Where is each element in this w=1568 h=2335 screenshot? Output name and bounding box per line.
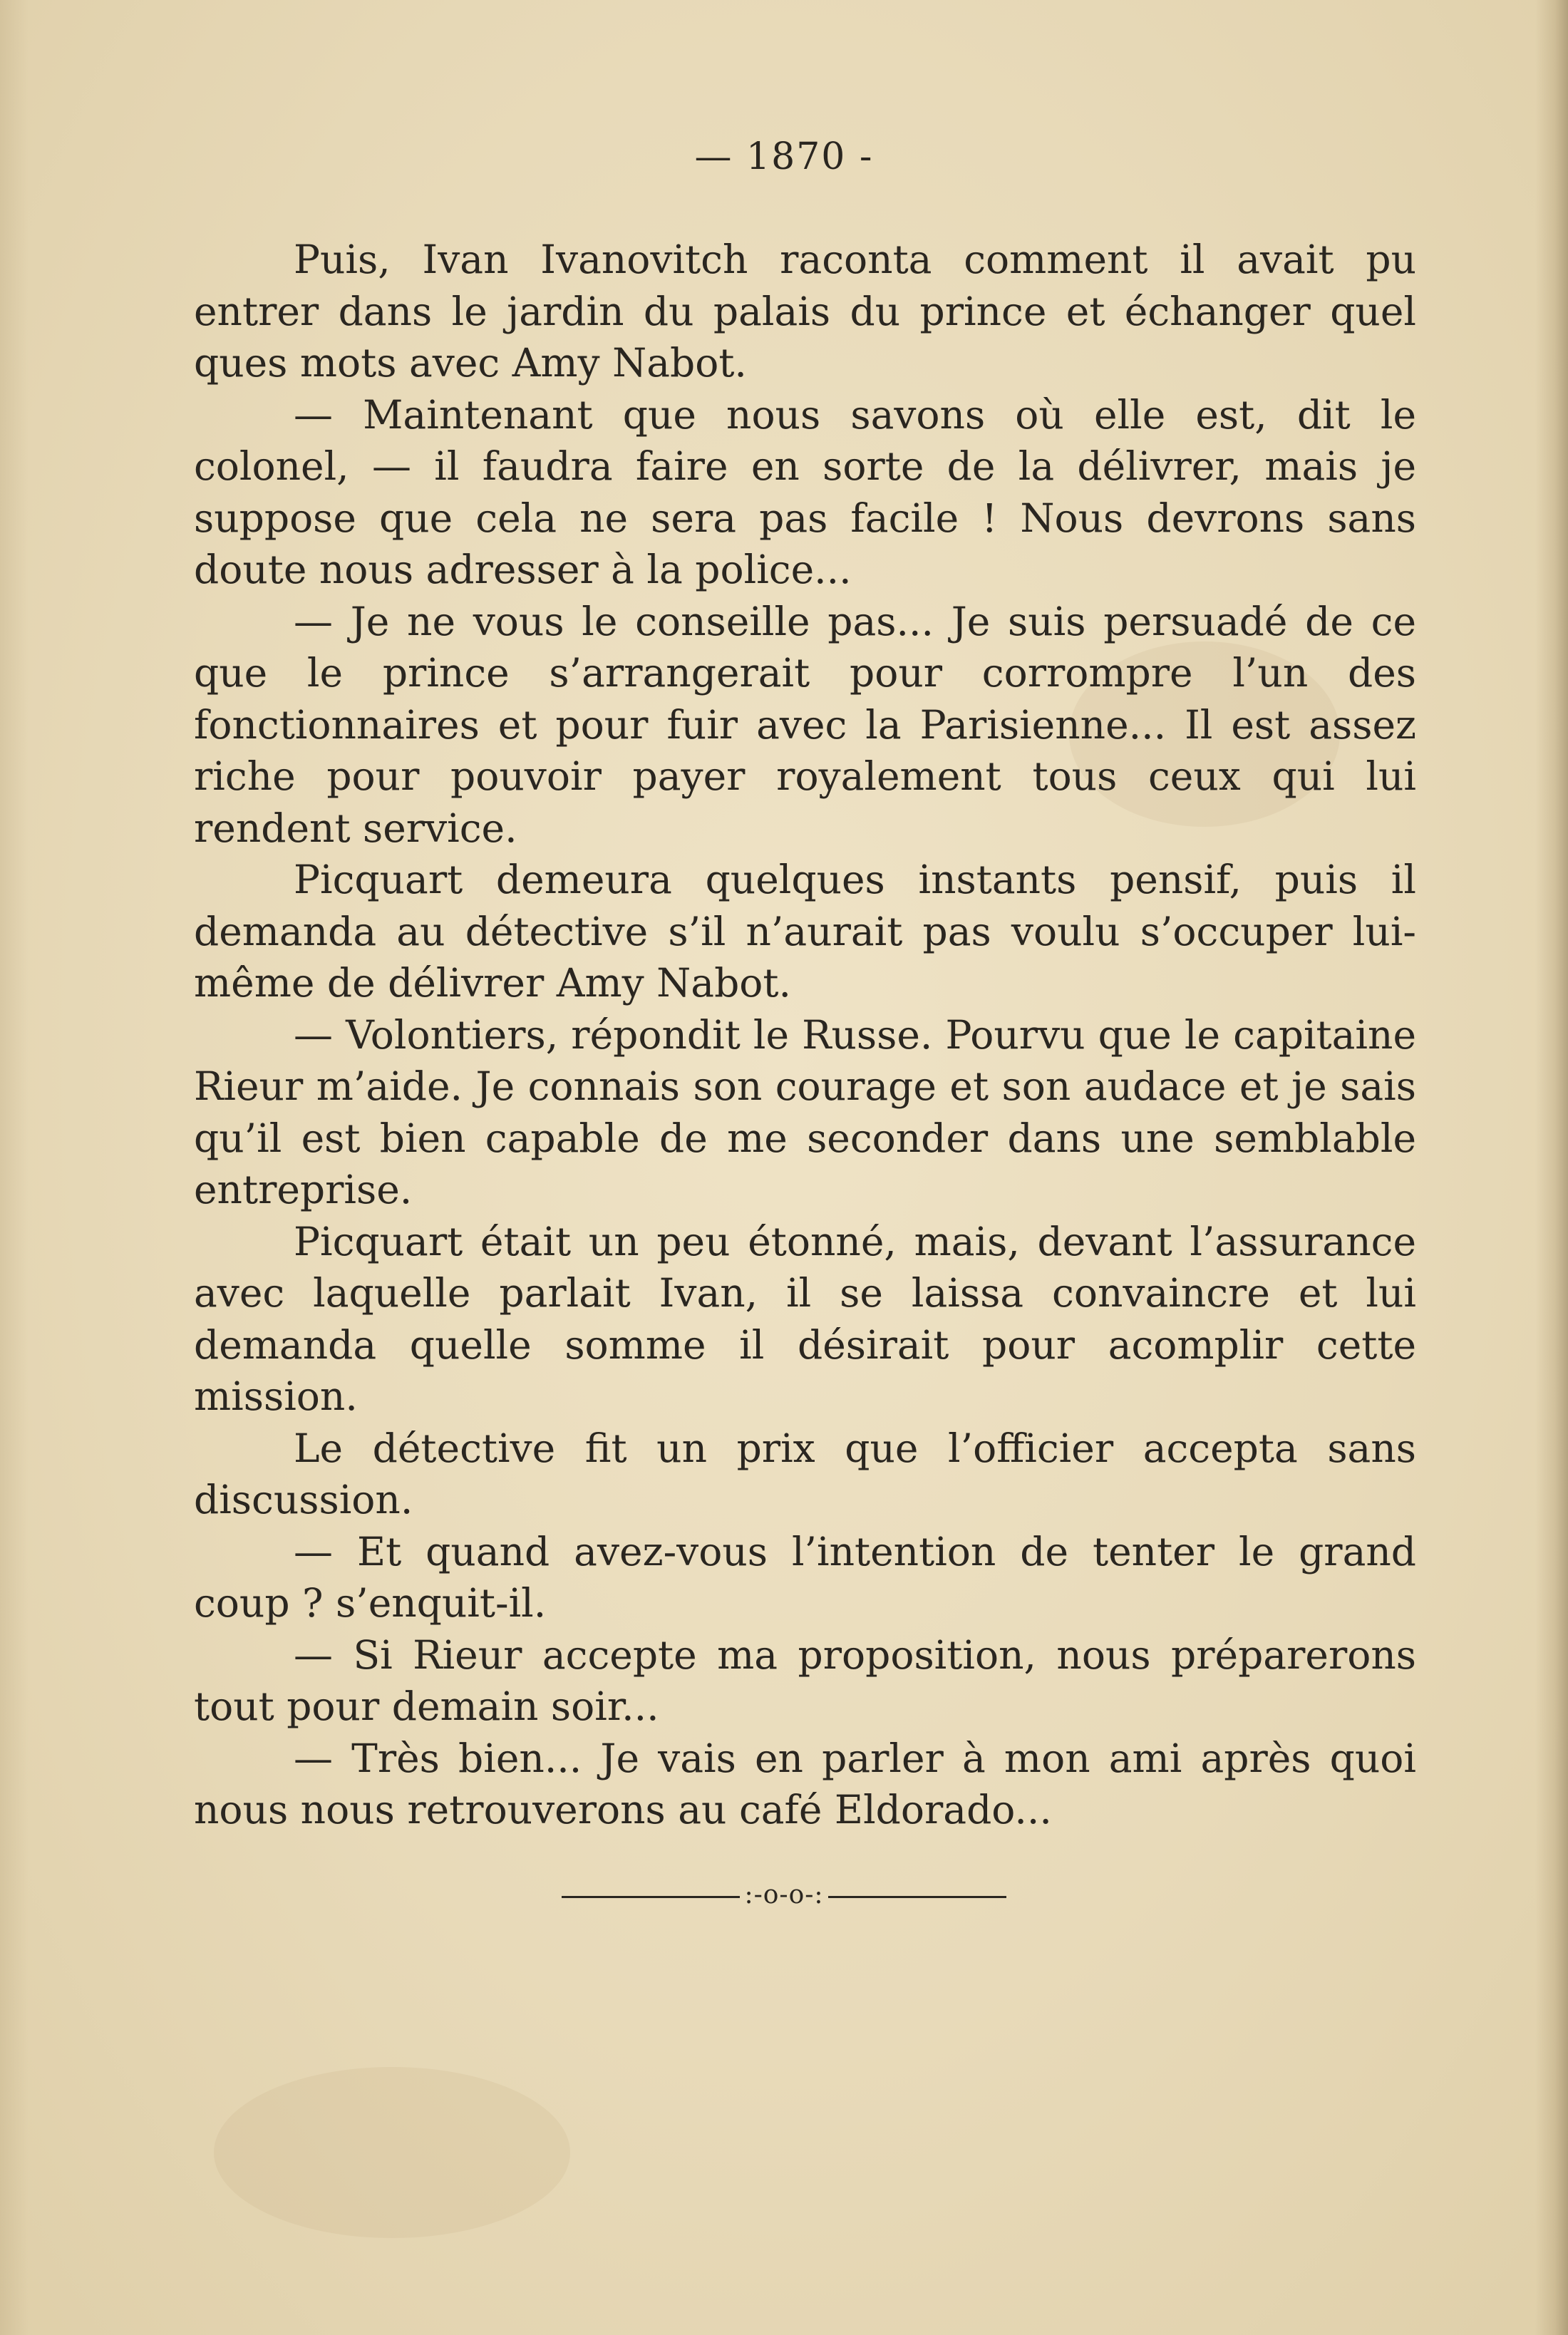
page-number: — 1870 -: [694, 135, 874, 178]
paragraph: Puis, Ivan Ivanovitch raconta comment il avait pu entrer dans le jardin du palais du prince et échanger quel ques mots avec Amy Nabot.: [194, 237, 1416, 386]
paper-stain: [214, 2067, 570, 2238]
paragraph: — Je ne vous le conseille pas... Je suis persuadé de ce que le prince s’arrangerait pour corrompre l’un des fonctionnaires et pour fuir avec la Parisienne... Il est assez riche pour pouvoir payer royalement tous ceux qui lui rendent service.: [194, 598, 1416, 851]
separator-ornament: :-o-o-:: [744, 1880, 824, 1909]
paragraph: Le détective fit un prix que l’officier accepta sans discussion.: [194, 1425, 1416, 1522]
paragraph: Picquart était un peu étonné, mais, devant l’assurance avec laquelle parlait Ivan, il se laissa convaincre et lui demanda quelle somme il désirait pour acomplir cette mission.: [194, 1218, 1416, 1419]
page-right-shadow: [1535, 0, 1568, 2335]
paragraph: Picquart demeura quelques instants pensif, puis il demanda au détective s’il n’aurait pas voulu s’occuper lui-même de délivrer Amy Nabot.: [194, 857, 1416, 1006]
body-text: [194, 234, 1416, 1836]
paragraph: — Si Rieur accepte ma proposition, nous préparerons tout pour demain soir...: [194, 1632, 1416, 1729]
paragraph: — Volontiers, répondit le Russe. Pourvu que le capitaine Rieur m’aide. Je connais son courage et son audace et je sais qu’il est bien capable de me seconder dans une semblable entreprise.: [194, 1011, 1416, 1212]
section-separator: [0, 1880, 1568, 1909]
paragraph: — Maintenant que nous savons où elle est, dit le colonel, — il faudra faire en sorte de la délivrer, mais je suppose que cela ne sera pas facile ! Nous devrons sans doute nous adresser à la police...: [194, 391, 1416, 592]
paragraph: — Très bien... Je vais en parler à mon ami après quoi nous nous retrouverons au café Eldorado...: [194, 1735, 1416, 1833]
separator-rule-right: [828, 1896, 1006, 1898]
separator-rule-left: [562, 1896, 740, 1898]
page-left-shadow: [0, 0, 29, 2335]
paragraph: — Et quand avez-vous l’intention de tenter le grand coup ? s’enquit-il.: [194, 1528, 1416, 1626]
